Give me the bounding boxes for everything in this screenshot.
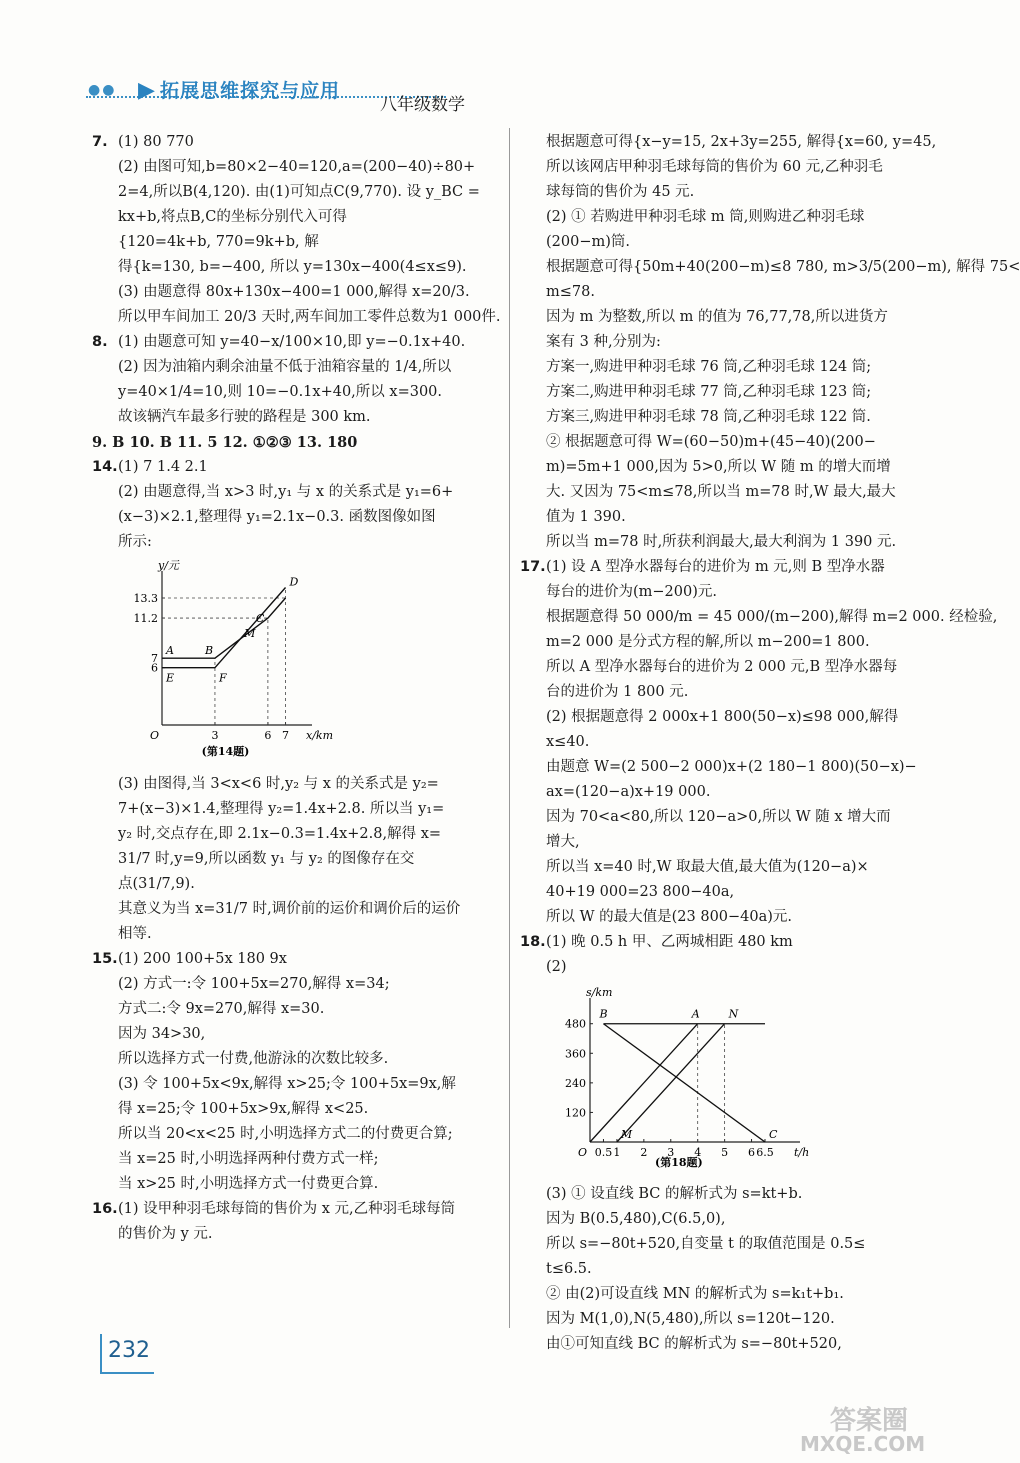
page-header [86,74,486,114]
x-axis-label: x/km [306,729,334,742]
answer-line: (3) 由图得,当 3<x<6 时,y₂ 与 x 的关系式是 y₂= [118,776,439,792]
x-tick-label: 1 [613,1146,621,1159]
x-tick-label: 6 [748,1146,756,1159]
answer-line: 增大, [546,834,580,850]
x-tick-label: 4 [694,1146,702,1159]
answer-line: 得{k=130, b=−400, 所以 y=130x−400(4≤x≤9). [118,259,467,275]
chart-14 [92,559,500,768]
answer-line: 所以 A 型净水器每台的进价为 2 000 元,B 型净水器每 [546,659,898,675]
question-number: 18. [520,934,546,950]
origin-label: O [578,1146,588,1159]
answer-line: 方案一,购进甲种羽毛球 76 筒,乙种羽毛球 124 筒; [546,359,872,375]
answer-line: 因为 34>30, [118,1026,206,1042]
y-tick-label: 13.3 [133,592,158,606]
line-text: (1) 晚 0.5 h 甲、乙两城相距 480 km [546,934,793,950]
chart-14-svg [92,559,334,759]
x-tick-label: 2 [640,1146,648,1159]
point-label: C [769,1128,778,1141]
x-tick-label: 6 [264,729,272,742]
column-divider [509,128,510,1328]
answer-line: 案有 3 种,分别为: [546,334,661,350]
answer-line: 相等. [118,926,152,942]
answer-line: 得 x=25;令 100+5x>9x,解得 x<25. [118,1101,369,1117]
watermark-url: MXQE.COM [800,1432,926,1456]
answer-line: 所以该网店甲种羽毛球每筒的售价为 60 元,乙种羽毛 [546,159,883,175]
answer-line: 因为 70<a<80,所以 120−a>0,所以 W 随 x 增大而 [546,809,891,825]
answer-line: 所以当 x=40 时,W 取最大值,最大值为(120−a)× [546,859,869,875]
answer-line: 由题意 W=(2 500−2 000)x+(2 180−1 800)(50−x)− [546,759,917,775]
answer-line: 根据题意可得{50m+40(200−m)≤8 780, m>3/5(200−m), 解得 75< [546,259,1020,275]
answer-line: (2) 方式一:令 100+5x=270,解得 x=34; [118,976,390,992]
answer-line: ② 根据题意可得 W=(60−50)m+(45−40)(200− [546,434,876,450]
point-label: B [204,644,214,658]
answer-line: 当 x>25 时,小明选择方式一付费更合算. [118,1176,379,1192]
chart-caption: (第18题) [654,1156,703,1169]
answer-line: (3) 由题意得 80x+130x−400=1 000,解得 x=20/3. [118,284,470,300]
series-line-MN [617,1024,725,1142]
answer-line: 所以 s=−80t+520,自变量 t 的取值范围是 0.5≤ [546,1236,866,1252]
question-number: 15. [92,951,118,967]
answer-line: 每台的进价为(m−200)元. [546,584,717,600]
origin-label: O [150,729,160,742]
y-tick-label: 120 [565,1106,586,1120]
line-text: (1) 设甲种羽毛球每筒的售价为 x 元,乙种羽毛球每筒 [118,1201,456,1217]
answer-line [92,130,500,155]
answer-line: 当 x=25 时,小明选择两种付费方式一样; [118,1151,379,1167]
point-label: C [255,612,265,626]
point-label: N [728,1007,739,1021]
line-text: (1) 7 1.4 2.1 [118,459,208,475]
y-tick-label: 480 [565,1017,586,1031]
header-subtitle: 八年级数学 [380,95,465,115]
point-label: E [166,671,175,685]
answer-line: (2) 根据题意得 2 000x+1 800(50−x)≤98 000,解得 [546,709,899,725]
answer-line [520,555,910,580]
answer-line [92,947,500,972]
answer-line [92,330,500,355]
right-column [520,130,1020,1357]
answer-line: {120=4k+b, 770=9k+b, 解 [118,234,319,250]
question-number: 8. [92,334,108,350]
answer-line: ② 由(2)可设直线 MN 的解析式为 s=k₁t+b₁. [546,1286,844,1302]
x-axis-label: t/h [794,1146,810,1159]
answer-line: 7+(x−3)×1.4,整理得 y₂=1.4x+2.8. 所以当 y₁= [118,801,445,817]
x-tick-label: 5 [721,1146,729,1159]
answer-line: 因为 M(1,0),N(5,480),所以 s=120t−120. [546,1311,835,1327]
answer-line: 方案三,购进甲种羽毛球 78 筒,乙种羽毛球 122 筒. [546,409,871,425]
answer-line: (2) [546,959,567,975]
y-tick-label: 360 [565,1047,586,1061]
point-label: D [289,575,299,589]
y-axis-label: y/元 [158,559,179,572]
series-line-y2 [162,598,286,658]
answer-line: 故该辆汽车最多行驶的路程是 300 km. [118,409,371,425]
answer-line [92,1197,500,1222]
x-tick-label: 7 [282,729,290,742]
line-text: (1) 由题意可知 y=40−x/100×10,即 y=−0.1x+40. [118,334,466,350]
series-line-y1 [162,588,286,668]
header-title: 拓展思维探究与应用 [160,80,341,102]
question-number: 17. [520,559,546,575]
answer-line: y=40×1/4=10,则 10=−0.1x+40,所以 x=300. [118,384,443,400]
line-text: (1) 80 770 [118,134,194,150]
answer-line: 所示: [118,534,152,550]
question-number: 16. [92,1201,118,1217]
answer-line: 所以当 20<x<25 时,小明选择方式二的付费更合算; [118,1126,453,1142]
y-tick-label: 240 [565,1076,586,1090]
answer-line: 2=4,所以B(4,120). 由(1)可知点C(9,770). 设 y_BC = [118,184,480,200]
answer-line: (2) 由题意得,当 x>3 时,y₁ 与 x 的关系式是 y₁=6+ [118,484,454,500]
answer-line: 的售价为 y 元. [118,1226,213,1242]
page-number: 232 [108,1338,150,1363]
watermark-logo: 答案圈 [830,1406,909,1436]
answer-line: 方案二,购进甲种羽毛球 77 筒,乙种羽毛球 123 筒; [546,384,872,400]
answer-line: 根据题意得 50 000/m = 45 000/(m−200),解得 m=2 000. 经检验, [546,609,998,625]
left-column [92,130,500,1247]
answer-line: ax=(120−a)x+19 000. [546,784,711,800]
answer-line: 方式二:令 9x=270,解得 x=30. [118,1001,325,1017]
answer-line: (3) ① 设直线 BC 的解析式为 s=kt+b. [546,1186,803,1202]
chart-18 [520,984,910,1178]
answer-line: 台的进价为 1 800 元. [546,684,689,700]
answer-line: m≤78. [546,284,595,300]
answer-line [520,930,910,955]
answer-line: 所以 W 的最大值是(23 800−40a)元. [546,909,793,925]
point-label: M [244,627,256,641]
answer-line: (x−3)×2.1,整理得 y₁=2.1x−0.3. 函数图像如图 [118,509,436,525]
answer-line: 因为 B(0.5,480),C(6.5,0), [546,1211,726,1227]
answer-line: 值为 1 390. [546,509,626,525]
answer-line: 所以甲车间加工 20/3 天时,两车间加工零件总数为1 000件. [118,309,501,325]
answer-line: 大. 又因为 75<m≤78,所以当 m=78 时,W 最大,最大 [546,484,896,500]
point-label: B [599,1007,608,1021]
answer-line: kx+b,将点B,C的坐标分别代入可得 [118,209,347,225]
y-tick-label: 7 [151,652,158,666]
answer-line: t≤6.5. [546,1261,592,1277]
answer-line: 根据题意可得{x−y=15, 2x+3y=255, 解得{x=60, y=45, [546,134,937,150]
question-number: 14. [92,459,118,475]
answer-line: (3) 令 100+5x<9x,解得 x>25;令 100+5x=9x,解 [118,1076,456,1092]
answer-line: 40+19 000=23 800−40a, [546,884,735,900]
answer-line [92,455,500,480]
series-line-OA [590,1024,698,1142]
answer-line: 9. B 10. B 11. 5 12. ①②③ 13. 180 [92,434,358,451]
y-tick-label: 11.2 [133,612,158,626]
chart-caption: (第14题) [201,745,250,758]
series-line-BC [603,1024,765,1142]
answer-line: (2) 由图可知,b=80×2−40=120,a=(200−40)÷80+ [118,159,476,175]
answer-line: 其意义为当 x=31/7 时,调价前的运价和调价后的运价 [118,901,461,917]
x-tick-label: 3 [211,729,219,742]
answer-line: 球每筒的售价为 45 元. [546,184,695,200]
answer-line: 所以选择方式一付费,他游泳的次数比较多. [118,1051,389,1067]
point-label: A [691,1007,700,1021]
answer-line: (2) 因为油箱内剩余油量不低于油箱容量的 1/4,所以 [118,359,452,375]
x-tick-label: 3 [667,1146,675,1159]
y-tick-label: 6 [151,661,158,675]
point-label: F [218,671,227,685]
x-tick-label: 6.5 [756,1146,774,1159]
answer-line: (2) ① 若购进甲种羽毛球 m 筒,则购进乙种羽毛球 [546,209,865,225]
answer-line: y₂ 时,交点存在,即 2.1x−0.3=1.4x+2.8,解得 x= [118,826,442,842]
answer-line: m=2 000 是分式方程的解,所以 m−200=1 800. [546,634,870,650]
point-label: M [620,1128,633,1141]
line-text: (1) 200 100+5x 180 9x [118,951,287,967]
answer-line: 31/7 时,y=9,所以函数 y₁ 与 y₂ 的图像存在交 [118,851,415,867]
answer-line: x≤40. [546,734,590,750]
answer-line: 点(31/7,9). [118,876,195,892]
line-text: (1) 设 A 型净水器每台的进价为 m 元,则 B 型净水器 [546,559,885,575]
answer-line: 因为 m 为整数,所以 m 的值为 76,77,78,所以进货方 [546,309,888,325]
y-axis-label: s/km [586,986,613,999]
chart-18-svg [520,984,820,1169]
x-tick-label: 0.5 [594,1146,613,1159]
answer-line: m)=5m+1 000,因为 5>0,所以 W 随 m 的增大而增 [546,459,891,475]
header-arrow-icon: ▶ [138,78,155,103]
answer-line: 所以当 m=78 时,所获利润最大,最大利润为 1 390 元. [546,534,897,550]
point-label: A [166,644,174,658]
header-dots: ●● [88,82,117,98]
answer-line: 由①可知直线 BC 的解析式为 s=−80t+520, [546,1336,842,1352]
answer-line: (200−m)筒. [546,234,630,250]
question-number: 7. [92,134,108,150]
